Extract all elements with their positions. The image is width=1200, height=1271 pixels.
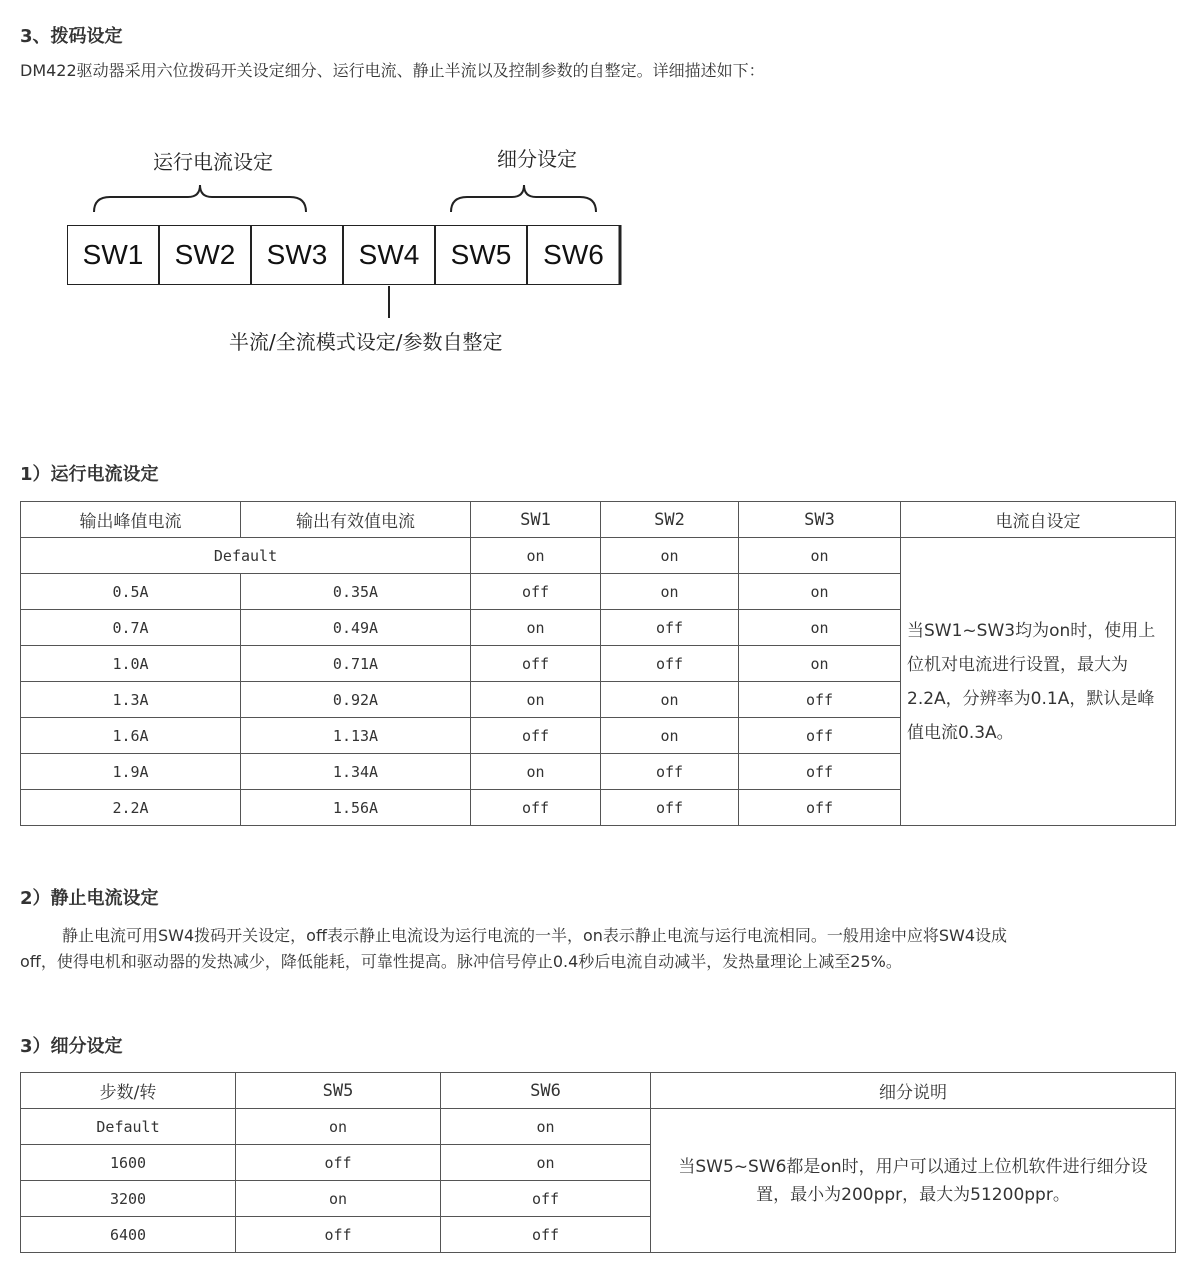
- current-table: [20, 501, 1176, 826]
- cell-sw3: off: [739, 754, 901, 790]
- cell-sw5: off: [236, 1217, 441, 1253]
- cell-rms: 1.56A: [241, 790, 471, 826]
- switch-sw3: SW3: [251, 225, 343, 285]
- cell-peak: 0.5A: [21, 574, 241, 610]
- cell-rms: 0.49A: [241, 610, 471, 646]
- switch-sw1: SW1: [67, 225, 159, 285]
- header-microstep-note: 细分说明: [651, 1073, 1176, 1109]
- standstill-paragraph-line1: 静止电流可用SW4拨码开关设定，off表示静止电流设为运行电流的一半，on表示静止电流与运行电流相同。一般用途中应将SW4设成: [62, 926, 1008, 945]
- label-halfcurrent-setting: 半流/全流模式设定/参数自整定: [229, 330, 503, 354]
- header-sw1: SW1: [471, 502, 601, 538]
- header-rms: 输出有效值电流: [241, 502, 471, 538]
- cell-peak: 1.0A: [21, 646, 241, 682]
- cell-sw6: on: [441, 1109, 651, 1145]
- cell-sw5: on: [236, 1181, 441, 1217]
- cell-sw2: off: [601, 754, 739, 790]
- cell-sw1: off: [471, 574, 601, 610]
- section-heading: 3、拨码设定: [20, 26, 123, 47]
- label-microstep-setting: 细分设定: [497, 147, 577, 171]
- brace-microstep: [451, 185, 596, 212]
- cell-sw2: on: [601, 574, 739, 610]
- sub-heading-microstep: 3）细分设定: [20, 1036, 123, 1057]
- switch-sw4: SW4: [343, 225, 435, 285]
- cell-sw3: off: [739, 682, 901, 718]
- cell-peak: 1.6A: [21, 718, 241, 754]
- switch-sw6: SW6: [527, 225, 619, 285]
- cell-sw2: on: [601, 718, 739, 754]
- header-self-setting: 电流自设定: [901, 502, 1176, 538]
- cell-steps: 6400: [21, 1217, 236, 1253]
- cell-rms: 0.92A: [241, 682, 471, 718]
- cell-rms: 0.71A: [241, 646, 471, 682]
- header-peak: 输出峰值电流: [21, 502, 241, 538]
- cell-peak: 0.7A: [21, 610, 241, 646]
- cell-sw3: off: [739, 718, 901, 754]
- microstep-table: [20, 1072, 1176, 1253]
- cell-sw6: off: [441, 1217, 651, 1253]
- label-current-setting: 运行电流设定: [153, 150, 273, 174]
- microstep-note: 当SW5~SW6都是on时，用户可以通过上位机软件进行细分设置，最小为200ppr，最大为51200ppr。: [651, 1109, 1176, 1253]
- cell-sw3: on: [739, 574, 901, 610]
- cell-rms: 1.13A: [241, 718, 471, 754]
- sub-heading-current: 1）运行电流设定: [20, 464, 159, 485]
- cell-sw1: off: [471, 646, 601, 682]
- cell-sw1: on: [471, 538, 601, 574]
- header-steps: 步数/转: [21, 1073, 236, 1109]
- header-sw5: SW5: [236, 1073, 441, 1109]
- cell-sw1: on: [471, 610, 601, 646]
- cell-sw2: off: [601, 646, 739, 682]
- header-sw3: SW3: [739, 502, 901, 538]
- cell-sw6: on: [441, 1145, 651, 1181]
- cell-sw3: on: [739, 610, 901, 646]
- cell-peak: 1.3A: [21, 682, 241, 718]
- diagram-brackets: [0, 0, 1200, 360]
- header-sw2: SW2: [601, 502, 739, 538]
- cell-sw3: on: [739, 538, 901, 574]
- standstill-paragraph-line2: off，使得电机和驱动器的发热减少，降低能耗，可靠性提高。脉冲信号停止0.4秒后电流自动减半，发热量理论上减至25%。: [20, 952, 902, 971]
- table-row: [21, 538, 1176, 574]
- cell-default: Default: [21, 538, 471, 574]
- cell-rms: 1.34A: [241, 754, 471, 790]
- cell-peak: 2.2A: [21, 790, 241, 826]
- cell-rms: 0.35A: [241, 574, 471, 610]
- cell-sw1: off: [471, 718, 601, 754]
- cell-sw2: off: [601, 610, 739, 646]
- cell-sw6: off: [441, 1181, 651, 1217]
- cell-sw1: on: [471, 754, 601, 790]
- cell-sw3: on: [739, 646, 901, 682]
- switch-sw2: SW2: [159, 225, 251, 285]
- cell-sw1: on: [471, 682, 601, 718]
- cell-sw5: off: [236, 1145, 441, 1181]
- table-row: [21, 1109, 1176, 1145]
- header-sw6: SW6: [441, 1073, 651, 1109]
- table-header-row: [21, 502, 1176, 538]
- brace-current: [94, 185, 306, 212]
- table-header-row: [21, 1073, 1176, 1109]
- cell-sw3: off: [739, 790, 901, 826]
- sub-heading-standstill: 2）静止电流设定: [20, 888, 159, 909]
- cell-steps: Default: [21, 1109, 236, 1145]
- cell-peak: 1.9A: [21, 754, 241, 790]
- cell-sw2: on: [601, 538, 739, 574]
- cell-steps: 3200: [21, 1181, 236, 1217]
- cell-sw1: off: [471, 790, 601, 826]
- switch-sw5: SW5: [435, 225, 527, 285]
- current-note: 当SW1~SW3均为on时，使用上位机对电流进行设置，最大为2.2A，分辨率为0.1A，默认是峰值电流0.3A。: [901, 538, 1176, 826]
- cell-sw5: on: [236, 1109, 441, 1145]
- cell-sw2: on: [601, 682, 739, 718]
- cell-sw2: off: [601, 790, 739, 826]
- cell-steps: 1600: [21, 1145, 236, 1181]
- section-intro: DM422驱动器采用六位拨码开关设定细分、运行电流、静止半流以及控制参数的自整定。详细描述如下：: [20, 61, 765, 80]
